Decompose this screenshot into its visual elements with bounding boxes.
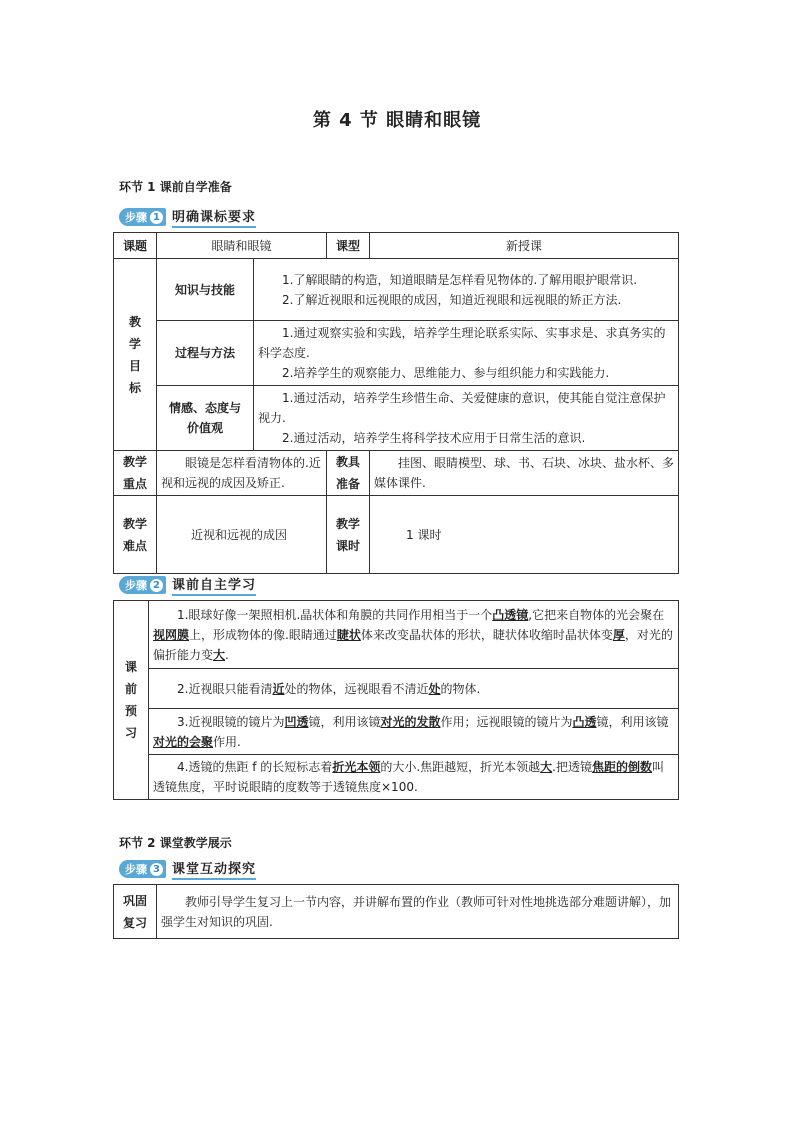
preview-table bbox=[113, 600, 679, 800]
review-table bbox=[113, 884, 679, 939]
step-title: 课堂互动探究 bbox=[172, 858, 256, 880]
process-label: 过程与方法 bbox=[157, 321, 254, 386]
section-heading-1: 环节 1 课前自学准备 bbox=[119, 180, 232, 194]
text: 作用. bbox=[213, 734, 241, 749]
step-badge bbox=[119, 208, 166, 226]
preview-label: 课前预习 bbox=[114, 601, 149, 800]
answer: 凸透镜 bbox=[492, 607, 529, 622]
text: .把透镜 bbox=[552, 760, 592, 774]
preview-item-2 bbox=[149, 669, 679, 709]
answer: 视网膜 bbox=[153, 627, 190, 642]
text: 的物体. bbox=[440, 681, 481, 696]
text: 1.眼球好像一架照相机.晶状体和角膜的共同作用相当于一个 bbox=[177, 607, 493, 622]
review-text: 教师引导学生复习上一节内容，并讲解布置的作业（教师可针对性地挑选部分难题讲解），加强学生对知识的巩固. bbox=[157, 885, 679, 939]
step-title: 课前自主学习 bbox=[172, 574, 256, 596]
text: 镜，利用该镜 bbox=[308, 714, 381, 729]
topic-value: 眼睛和眼镜 bbox=[157, 233, 327, 259]
text: . bbox=[225, 647, 229, 662]
answer: 近 bbox=[272, 681, 285, 696]
process-cell bbox=[254, 321, 679, 386]
step-3-header bbox=[119, 860, 256, 878]
step-1-header bbox=[119, 208, 256, 226]
answer: 大 bbox=[540, 760, 553, 774]
key-label: 教学重点 bbox=[114, 451, 157, 496]
type-label: 课型 bbox=[327, 233, 370, 259]
text: 处的物体，远视眼看不清近 bbox=[284, 681, 429, 696]
step-badge-label: 步骤 bbox=[125, 211, 147, 224]
knowledge-cell bbox=[254, 259, 679, 321]
knowledge-item: 1.了解眼睛的构造，知道眼睛是怎样看见物体的.了解用眼护眼常识. bbox=[282, 272, 638, 287]
answer: 对光的发散 bbox=[380, 714, 441, 729]
answer: 大 bbox=[213, 647, 226, 662]
emotion-item: 1.通过活动，培养学生珍惜生命、关爱健康的意识，使其能自觉注意保护视力. bbox=[258, 391, 666, 425]
step-title: 明确课标要求 bbox=[172, 206, 256, 228]
hours-value: 1 课时 bbox=[370, 496, 679, 574]
text: 作用；远视眼镜的镜片为 bbox=[440, 714, 573, 729]
step-badge-label: 步骤 bbox=[125, 579, 147, 592]
section-heading-2: 环节 2 课堂教学展示 bbox=[119, 836, 232, 850]
text: ,它把来自物体的光会聚在 bbox=[528, 607, 665, 622]
text: 3.近视眼镜的镜片为 bbox=[177, 714, 285, 729]
type-value: 新授课 bbox=[370, 233, 679, 259]
knowledge-item: 2.了解近视眼和远视眼的成因，知道近视眼和远视眼的矫正方法. bbox=[282, 292, 622, 307]
topic-label: 课题 bbox=[114, 233, 157, 259]
step-number: 3 bbox=[150, 863, 163, 876]
answer: 凸透 bbox=[572, 714, 597, 729]
answer: 焦距的倒数 bbox=[592, 760, 653, 774]
preview-item-1 bbox=[149, 601, 679, 669]
tools-label: 教具准备 bbox=[327, 451, 370, 496]
emotion-label: 情感、态度与价值观 bbox=[157, 386, 254, 451]
curriculum-table bbox=[113, 232, 679, 574]
text: 4.透镜的焦距 f 的长短标志着 bbox=[177, 760, 333, 774]
emotion-cell bbox=[254, 386, 679, 451]
step-badge bbox=[119, 576, 166, 594]
preview-item-4 bbox=[149, 755, 679, 800]
key-value: 眼镜是怎样看清物体的.近视和远视的成因及矫正. bbox=[157, 451, 327, 496]
process-item: 2.培养学生的观察能力、思维能力、参与组织能力和实践能力. bbox=[282, 366, 610, 380]
step-badge bbox=[119, 860, 166, 878]
answer: 厚 bbox=[612, 627, 625, 642]
text: 2.近视眼只能看清 bbox=[177, 681, 273, 696]
hours-label: 教学课时 bbox=[327, 496, 370, 574]
goals-label: 教学目标 bbox=[114, 259, 157, 451]
review-label: 巩固复习 bbox=[114, 885, 157, 939]
knowledge-label: 知识与技能 bbox=[157, 259, 254, 321]
tools-value: 挂图、眼睛模型、球、书、石块、冰块、盐水杯、多媒体课件. bbox=[370, 451, 679, 496]
process-item: 1.通过观察实验和实践，培养学生理论联系实际、实事求是、求真务实的科学态度. bbox=[258, 326, 666, 360]
text: 上，形成物体的像.眼睛通过 bbox=[189, 627, 337, 642]
answer: 处 bbox=[428, 681, 441, 696]
text: 镜，利用该镜 bbox=[596, 714, 669, 729]
emotion-item: 2.通过活动，培养学生将科学技术应用于日常生活的意识. bbox=[282, 431, 586, 445]
step-number: 1 bbox=[150, 211, 163, 224]
difficulty-label: 教学难点 bbox=[114, 496, 157, 574]
difficulty-value: 近视和远视的成因 bbox=[157, 496, 327, 574]
preview-item-3 bbox=[149, 709, 679, 755]
page-title: 第 4 节 眼睛和眼镜 bbox=[312, 110, 482, 131]
answer: 凹透 bbox=[284, 714, 309, 729]
answer: 折光本领 bbox=[332, 760, 381, 774]
answer: 睫状 bbox=[336, 627, 361, 642]
step-badge-label: 步骤 bbox=[125, 863, 147, 876]
answer: 对光的会聚 bbox=[153, 734, 214, 749]
step-number: 2 bbox=[150, 579, 163, 592]
text: 的大小.焦距越短，折光本领越 bbox=[380, 760, 541, 774]
step-2-header bbox=[119, 576, 256, 594]
text: ，对光的偏折能力变 bbox=[153, 627, 673, 662]
text: 叫透镜焦度，平时说眼睛的度数等于透镜焦度×100. bbox=[153, 760, 665, 794]
text: 体来改变晶状体的形状，睫状体收缩时晶状体变 bbox=[360, 627, 613, 642]
